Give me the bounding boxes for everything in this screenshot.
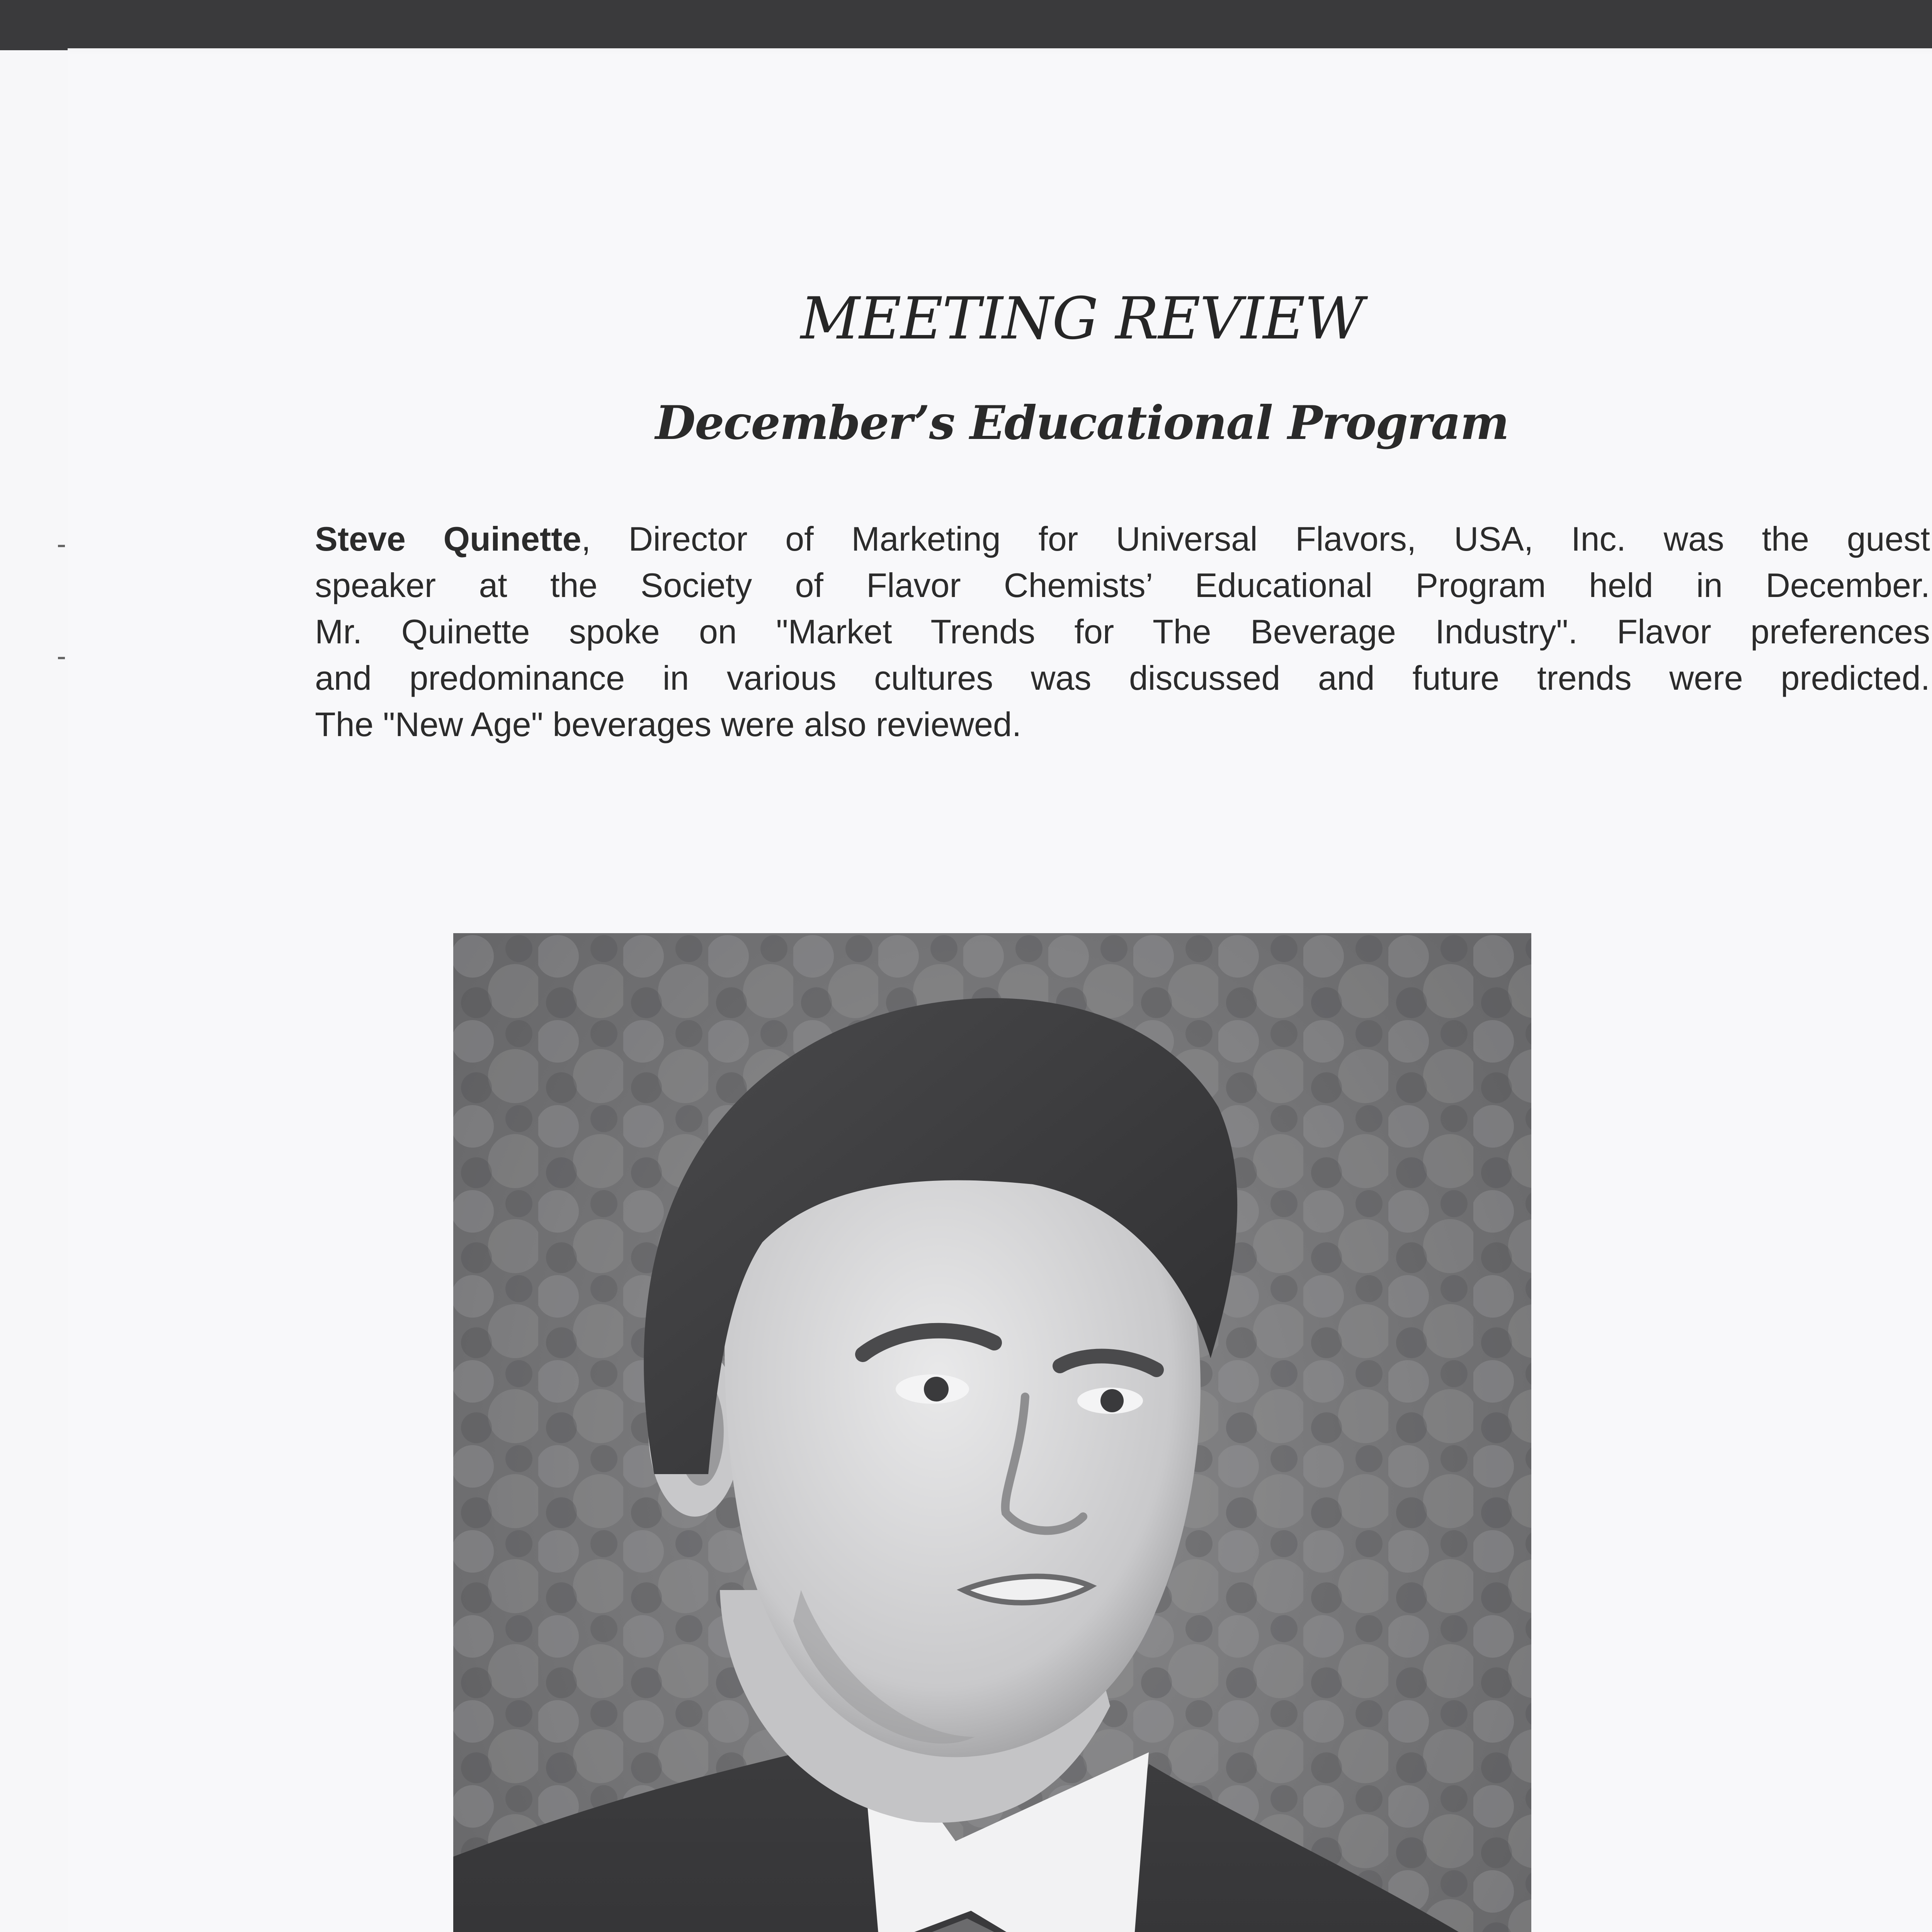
facing-page-edge — [0, 50, 70, 1932]
page-subtitle: December’s Educational Program — [655, 396, 1509, 450]
binding-mark — [58, 545, 65, 547]
speaker-photo — [453, 933, 1531, 1932]
paragraph-line: and predominance in various cultures was discussed and future trends were predicted. — [315, 659, 1930, 697]
paragraph-line: speaker at the Society of Flavor Chemists’ Educational Program held in December. — [315, 566, 1930, 604]
article-paragraph — [315, 516, 1930, 748]
paragraph-line: Mr. Quinette spoke on "Market Trends for The Beverage Industry". Flavor preferences — [315, 612, 1930, 651]
speaker-name: Steve Quinette — [315, 520, 582, 558]
paragraph-line-text: , Director of Marketing for Universal Flavors, USA, Inc. was the guest — [581, 520, 1930, 558]
portrait-image — [453, 933, 1531, 1932]
paragraph-line: The "New Age" beverages were also reviewed. — [315, 705, 1022, 743]
binding-mark — [58, 657, 65, 659]
page-title: MEETING REVIEW — [800, 285, 1364, 352]
paragraph-line — [315, 516, 1930, 562]
